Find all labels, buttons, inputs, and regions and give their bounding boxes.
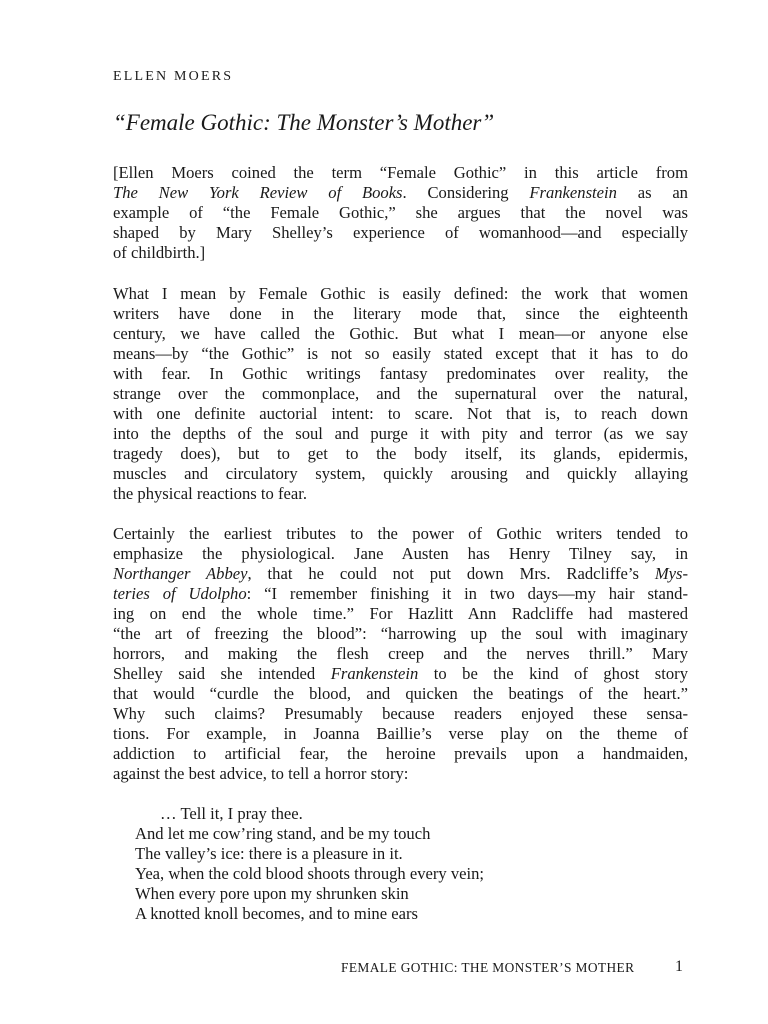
text-line [113,664,688,684]
italic-title: Frankenstein [529,183,617,202]
text-line: against the best advice, to tell a horror story: [113,764,409,783]
verse-line: … Tell it, I pray thee. [160,804,303,823]
text-line: the physical reactions to fear. [113,484,307,503]
text-run: . Considering [402,183,530,202]
text-run: , that he could not put down Mrs. Radcliffe’s [247,564,655,583]
italic-title: Northanger Abbey [113,564,248,583]
text-line: with one definite auctorial intent: to scare. Not that is, to reach down [113,404,688,423]
verse-line: The valley’s ice: there is a pleasure in it. [135,844,403,863]
text-line: What I mean by Female Gothic is easily defined: the work that women [113,284,688,303]
body-paragraph-2 [113,524,688,784]
italic-title: Mys- [654,564,688,583]
text-line: addiction to artificial fear, the heroine prevails upon a handmaiden, [113,744,688,763]
text-run: to be the kind of ghost story [418,664,688,683]
text-run: as an [616,183,688,202]
text-line: muscles and circulatory system, quickly arousing and quickly allaying [113,464,688,483]
intro-paragraph [113,163,688,263]
text-line: writers have done in the literary mode that, since the eighteenth [113,304,688,323]
text-line: Why such claims? Presumably because readers enjoyed these sensa- [113,704,688,723]
text-line: shaped by Mary Shelley’s experience of womanhood—and especially [113,223,688,242]
verse-line: Yea, when the cold blood shoots through every vein; [135,864,485,883]
italic-title: The New York Review of Books [113,183,403,202]
text-line: century, we have called the Gothic. But what I mean—or anyone else [113,324,688,343]
text-run: : “I remember finishing it in two days—my hair stand- [246,584,688,603]
text-line: horrors, and making the flesh creep and the nerves thrill.” Mary [113,644,688,663]
author-name: ELLEN MOERS [113,69,234,84]
text-line: Certainly the earliest tributes to the power of Gothic writers tended to [113,524,688,543]
verse-line: And let me cow’ring stand, and be my touch [135,824,431,843]
text-line: that would “curdle the blood, and quicken the beatings of the heart.” [113,684,688,703]
verse-line: A knotted knoll becomes, and to mine ears [135,904,418,923]
text-run: Shelley said she intended [113,664,331,683]
verse-line: When every pore upon my shrunken skin [135,884,409,903]
text-line: into the depths of the soul and purge it with pity and terror (as we say [113,424,688,443]
text-line [113,564,688,584]
text-line: of childbirth.] [113,243,206,262]
text-line: strange over the commonplace, and the supernatural over the natural, [113,384,688,403]
text-line: [Ellen Moers coined the term “Female Gothic” in this article from [113,163,688,182]
text-line: tragedy does), but to get to the body itself, its glands, epidermis, [113,444,688,463]
page-number: 1 [675,958,683,975]
body-paragraph-1 [113,284,688,504]
text-line: means—by “the Gothic” is not so easily stated except that it has to do [113,344,688,363]
article-title: “Female Gothic: The Monster’s Mother” [113,110,495,135]
text-line: emphasize the physiological. Jane Austen has Henry Tilney say, in [113,544,688,563]
verse-quotation [135,804,484,924]
italic-title: Frankenstein [330,664,419,683]
running-footer: FEMALE GOTHIC: THE MONSTER’S MOTHER [341,960,635,975]
text-line: tions. For example, in Joanna Baillie’s verse play on the theme of [113,724,688,743]
text-line: ing on end the whole time.” For Hazlitt Ann Radcliffe had mastered [113,604,688,623]
text-line [113,183,688,203]
italic-title: teries of Udolpho [113,584,247,603]
text-line [113,584,688,604]
text-line: with fear. In Gothic writings fantasy predominates over reality, the [113,364,688,383]
text-line: “the art of freezing the blood”: “harrowing up the soul with imaginary [113,624,688,643]
text-line: example of “the Female Gothic,” she argues that the novel was [113,203,688,222]
